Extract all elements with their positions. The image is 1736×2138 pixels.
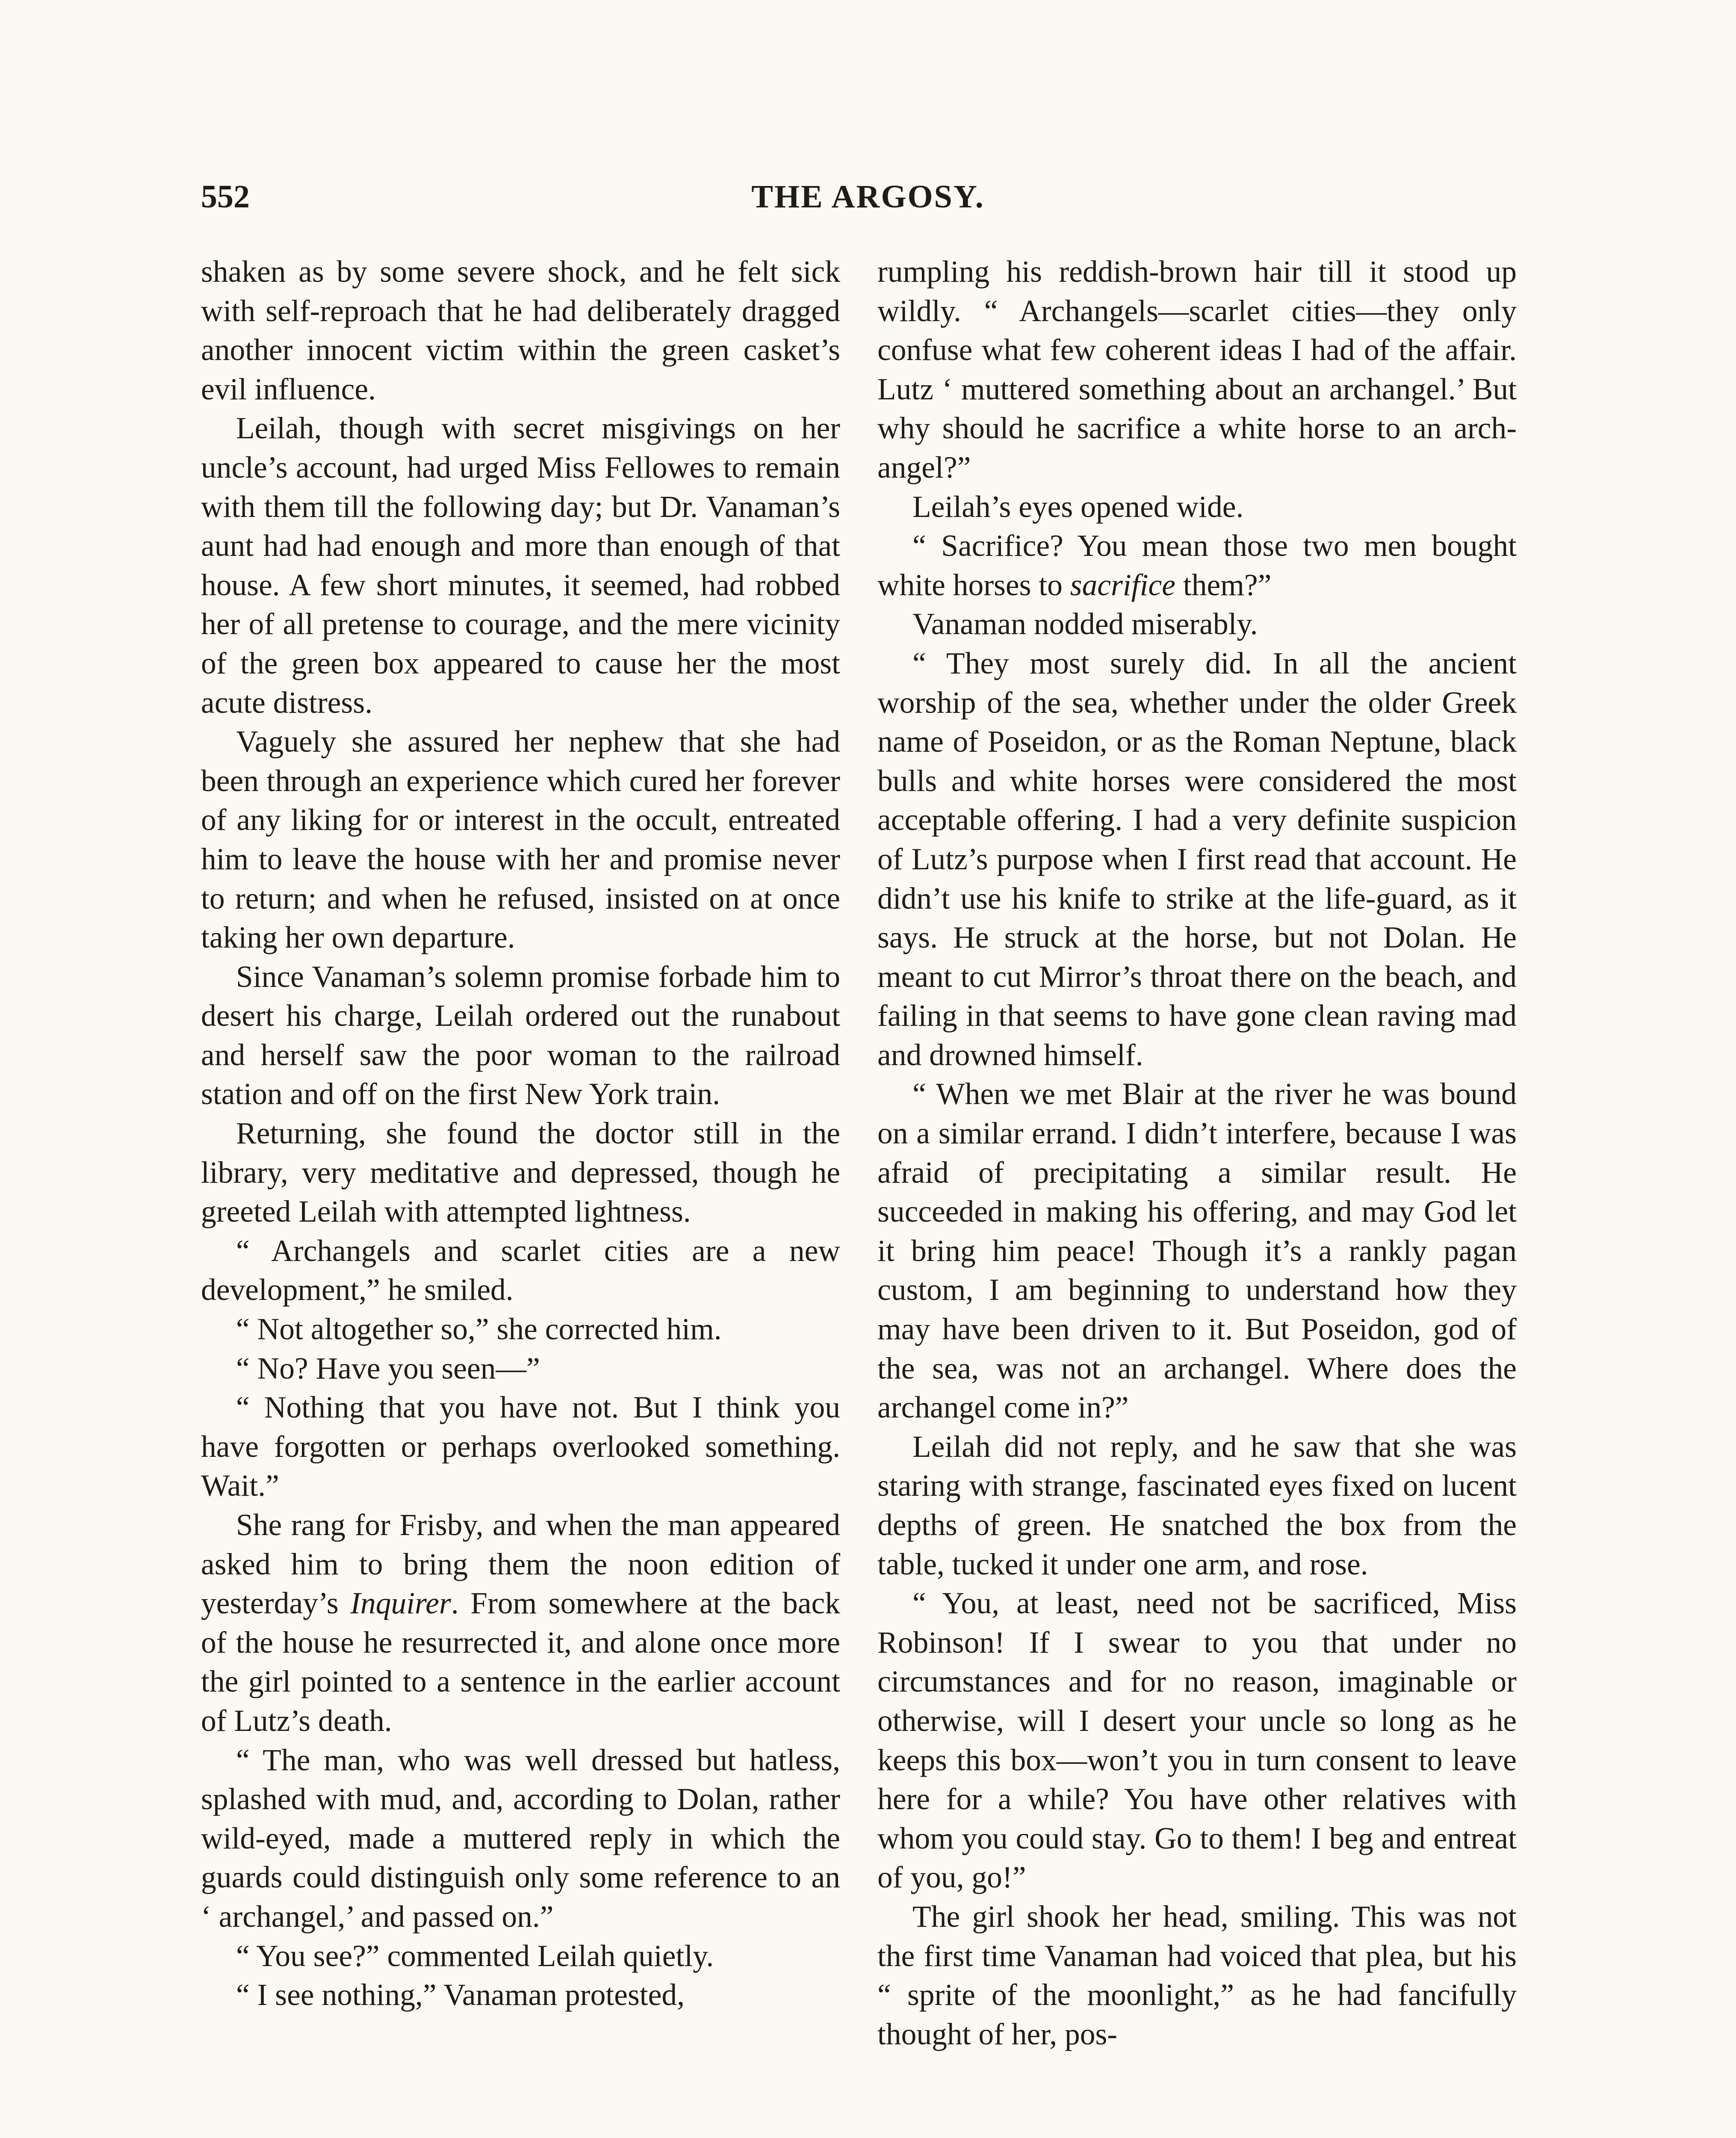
running-title: THE ARGOSY. (751, 179, 985, 215)
paragraph (877, 1427, 1517, 1584)
paragraph (201, 1310, 840, 1349)
italic-text: sacrifice (1070, 568, 1175, 602)
paragraph-text: “ Not altogether so,” she corrected him. (236, 1312, 722, 1347)
paragraph (201, 1231, 840, 1310)
paragraph (877, 1584, 1517, 1897)
paragraph (201, 1349, 840, 1388)
paragraph-text: She rang for Frisby, and when the man appeared asked him to bring them the noon edition of yesterday’s (201, 1508, 840, 1621)
paragraph-text: “ Nothing that you have not. But I think you have forgotten or perhaps overlooked something. Wait.” (201, 1391, 840, 1503)
paragraph-text: “ I see nothing,” Vanaman protested, (236, 1978, 685, 2012)
paragraph (877, 1897, 1517, 2054)
paragraph (877, 1075, 1517, 1427)
paragraph (877, 252, 1517, 487)
paragraph-text: Leilah’s eyes opened wide. (912, 490, 1244, 524)
paragraph (877, 605, 1517, 644)
paragraph (201, 409, 840, 722)
paragraph (201, 1388, 840, 1506)
paragraph (877, 487, 1517, 527)
paragraph (201, 1741, 840, 1937)
paragraph-text-continued: . From somewhere at the back of the house he resurrected it, and alone once more the girl pointed to a sentence in the earlier account of Lutz’s death. (201, 1586, 840, 1738)
paragraph (201, 1114, 840, 1231)
paragraph-text: “ Sacrifice? You mean those two men bought white horses to (877, 529, 1517, 602)
paragraph-text: Vanaman nodded miserably. (912, 607, 1258, 641)
left-text-column (201, 252, 840, 2015)
paragraph-text: The girl shook her head, smiling. This was not the first time Vanaman had voiced that plea, but his “ sprite of the moonlight,” as he had fancifully thought of her, pos- (877, 1899, 1517, 2051)
paragraph-text: “ You see?” commented Leilah quietly. (236, 1939, 714, 1973)
paragraph-text: Leilah, though with secret misgivings on her uncle’s account, had urged Miss Fellowes to remain with them till the following day; but Dr. Vanaman’s aunt had had enough and more than enough of that house. A few short minutes, it seemed, had robbed her of all pretense to courage, and the mere vicinity of the green box appeared to cause her the most acute distress. (201, 411, 840, 720)
paragraph (201, 1506, 840, 1741)
paragraph-text: “ They most surely did. In all the ancient worship of the sea, whether under the older Greek name of Poseidon, or as the Roman Neptune, black bulls and white horses were considered the most acceptable offering. I had a very definite suspicion of Lutz’s purpose when I first read that account. He didn’t use his knife to strike at the life-guard, as it says. He struck at the horse, but not Dolan. He meant to cut Mirror’s throat there on the beach, and failing in that seems to have gone clean raving mad and drowned himself. (877, 646, 1517, 1072)
page-number: 552 (201, 179, 250, 215)
right-text-column (877, 252, 1517, 2054)
paragraph (877, 526, 1517, 605)
paragraph-text: Leilah did not reply, and he saw that she was staring with strange, fascinated eyes fixed on lucent depths of green. He snatched the box from the table, tucked it under one arm, and rose. (877, 1429, 1517, 1581)
paragraph-text: Returning, she found the doctor still in the library, very meditative and depressed, though he greeted Leilah with attempted lightness. (201, 1116, 840, 1229)
paragraph (201, 1976, 840, 2015)
paragraph-text-continued: them?” (1175, 568, 1272, 602)
paragraph-text: “ The man, who was well dressed but hatless, splashed with mud, and, according to Dolan, rather wild-eyed, made a muttered reply in which the guards could distinguish only some reference to an ‘ archangel,’ and passed on.” (201, 1743, 840, 1934)
paragraph (201, 252, 840, 409)
paragraph-text: “ You, at least, need not be sacrificed, Miss Robinson! If I swear to you that under no circumstances and for no reason, imaginable or otherwise, will I desert your uncle so long as he keeps this box—won’t you in turn consent to leave here for a while? You have other relatives with whom you could stay. Go to them! I beg and entreat of you, go!” (877, 1586, 1517, 1895)
paragraph-text: “ Archangels and scarlet cities are a new development,” he smiled. (201, 1234, 840, 1307)
page-header (201, 175, 1535, 227)
italic-text: Inquirer (350, 1586, 451, 1621)
paragraph-text: “ When we met Blair at the river he was bound on a similar errand. I didn’t interfere, because I was afraid of precipitating a similar result. He succeeded in making his offering, and may God let it bring him peace! Though it’s a rankly pagan custom, I am beginning to understand how they may have been driven to it. But Poseidon, god of the sea, was not an archangel. Where does the archangel come in?” (877, 1077, 1517, 1425)
paragraph (201, 1937, 840, 1976)
paragraph-text: “ No? Have you seen—” (236, 1351, 540, 1385)
paragraph (201, 722, 840, 957)
paragraph (877, 644, 1517, 1075)
paragraph-text: Vaguely she assured her nephew that she had been through an experience which cured her forever of any liking for or interest in the occult, entreated him to leave the house with her and promise never to return; and when he refused, insisted on at once taking her own departure. (201, 725, 840, 955)
paragraph (201, 957, 840, 1114)
paragraph-text: Since Vanaman’s solemn promise forbade him to desert his charge, Leilah ordered out the runabout and herself saw the poor woman to the railroad station and off on the first New York train. (201, 960, 840, 1111)
paragraph-text: rumpling his reddish-brown hair till it stood up wildly. “ Archangels—scarlet cities—they only confuse what few coherent ideas I had of the affair. Lutz ‘ muttered something about an archangel.’ But why should he sacrifice a white horse to an archangel?” (877, 255, 1517, 484)
paragraph-text: shaken as by some severe shock, and he felt sick with self-reproach that he had deliberately dragged another innocent victim within the green casket’s evil influence. (201, 255, 840, 406)
